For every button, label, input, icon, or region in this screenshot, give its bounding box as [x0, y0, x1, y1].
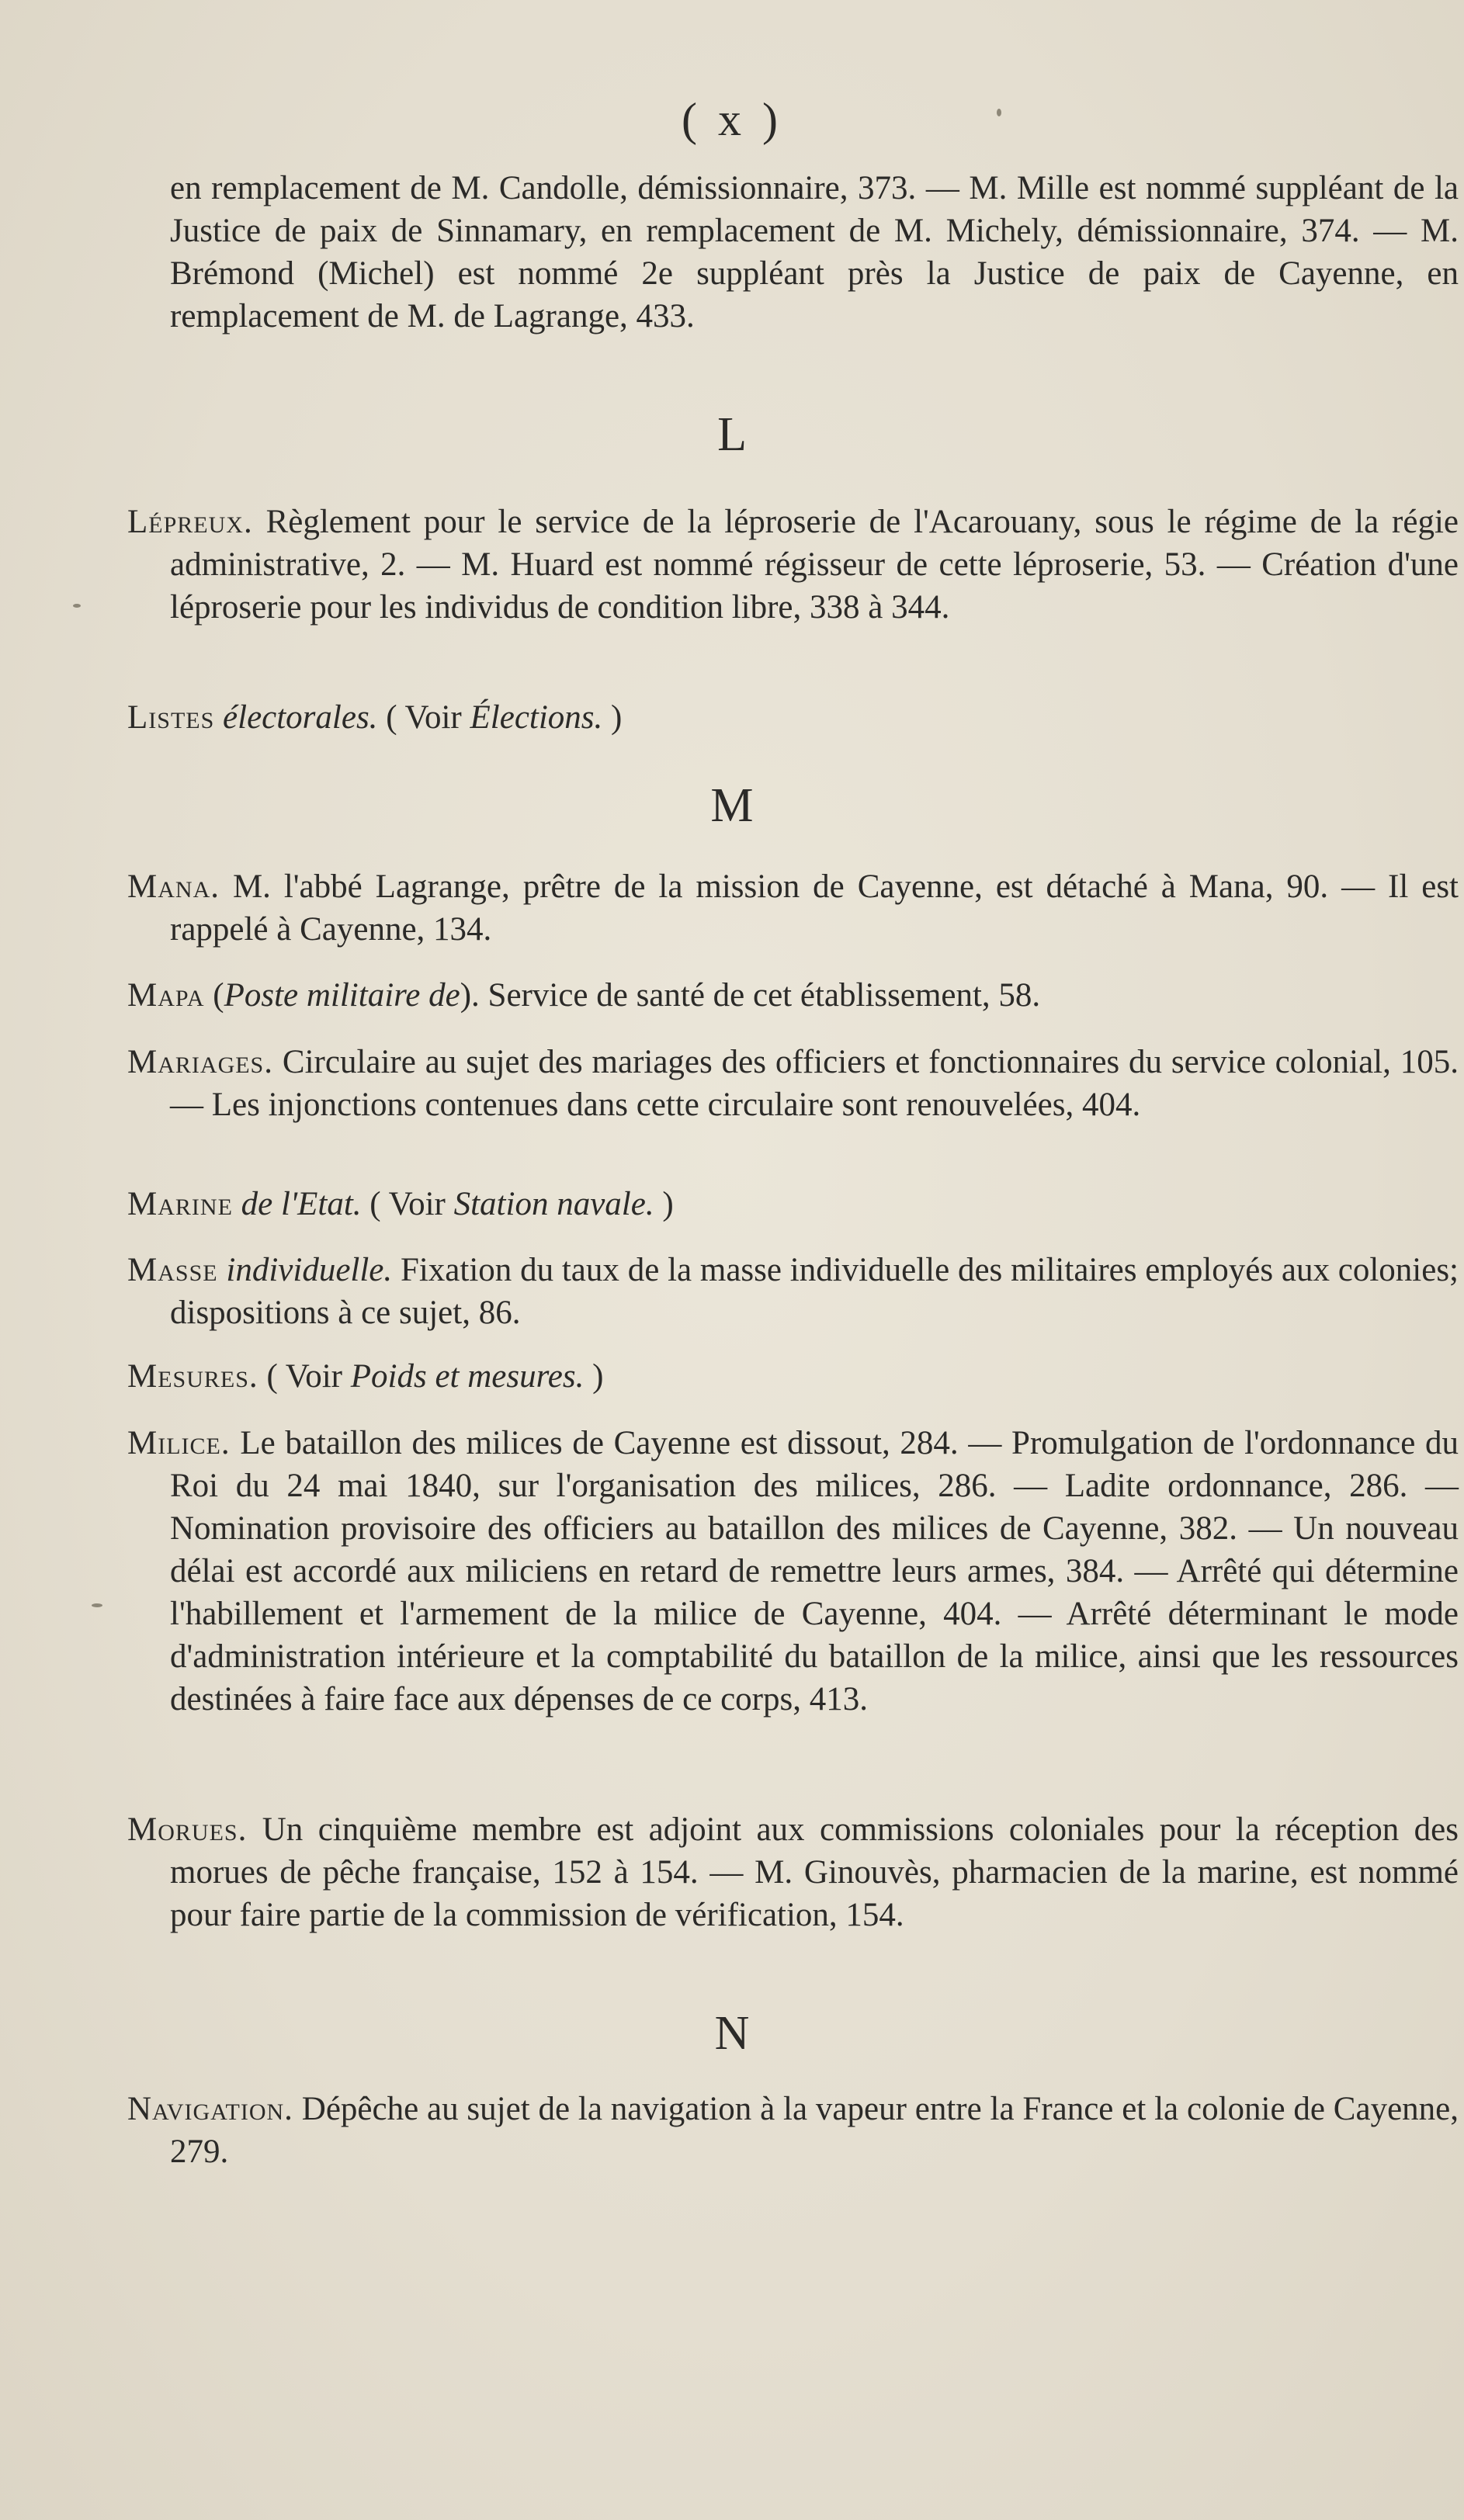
cross-ref-close: ): [592, 1358, 604, 1395]
cross-ref-open: ( Voir: [386, 699, 462, 736]
entry-heading: Lépreux.: [127, 504, 253, 540]
entry-milice: [127, 1422, 1459, 1721]
cross-ref-open: ( Voir: [266, 1358, 343, 1395]
section-letter-l: L: [717, 408, 747, 461]
entry-text: Circulaire au sujet des mariages des officiers et fonctionnaires du service colonial, 105. — Les injonctions contenues dans cette circulaire sont renouvelées, 404.: [170, 1044, 1459, 1123]
entry-text: Un cinquième membre est adjoint aux commissions coloniales pour la réception des morues de pêche française, 152 à 154. — M. Ginouvès, pharmacien de la marine, est nommé pour faire partie de la commission de vérification, 154.: [170, 1811, 1459, 1933]
entry-heading: Listes: [127, 699, 215, 736]
section-letter-n: N: [714, 2007, 750, 2060]
entry-text: Dépêche au sujet de la navigation à la vapeur entre la France et la colonie de Cayenne, 279.: [170, 2091, 1459, 2170]
entry-heading: Mesures.: [127, 1358, 258, 1395]
entry-heading: Navigation.: [127, 2091, 293, 2127]
entry-mariages: [127, 1041, 1459, 1126]
entry-lepreux: [127, 501, 1459, 629]
entry-heading: Mariages.: [127, 1044, 273, 1080]
entry-navigation: [127, 2088, 1459, 2173]
entry-text: Règlement pour le service de la léproserie de l'Acarouany, sous le régime de la régie administrative, 2. — M. Huard est nommé régisseur de cette léproserie, 53. — Création d'une léproserie pour les individus de condition libre, 338 à 344.: [170, 504, 1459, 626]
entry-heading: Milice.: [127, 1425, 231, 1461]
entry-text: Le bataillon des milices de Cayenne est dissout, 284. — Promulgation de l'ordonnance du Roi du 24 mai 1840, sur l'organisation des milices, 286. — Ladite ordonnance, 286. — Nomination provisoire des officiers au bataillon des milices de Cayenne, 382. — Un nouveau délai est accordé aux miliciens en retard de remettre leurs armes, 384. — Arrêté qui détermine l'habillement et l'armement de la milice de Cayenne, 404. — Arrêté déterminant le mode d'administration intérieure et la comptabilité du bataillon de la milice, ainsi que les ressources destinées à faire face aux dépenses de ce corps, 413.: [170, 1425, 1459, 1718]
entry-text: M. l'abbé Lagrange, prêtre de la mission de Cayenne, est détaché à Mana, 90. — Il est rappelé à Cayenne, 134.: [170, 868, 1459, 948]
cross-ref-close: ): [662, 1186, 674, 1222]
entry-heading: Mapa: [127, 977, 205, 1014]
entry-subheading: électorales.: [223, 699, 378, 736]
entry-mana: [127, 865, 1459, 951]
entry-heading: Morues.: [127, 1811, 248, 1848]
entry-heading: Masse: [127, 1252, 218, 1288]
ink-speck: [92, 1603, 102, 1607]
cross-ref-open: ( Voir: [369, 1186, 446, 1222]
ink-speck: [73, 604, 81, 608]
entry-text: Service de santé de cet établissement, 58.: [487, 977, 1041, 1014]
paren-open: (: [213, 977, 224, 1014]
page-number-header: ( x ): [682, 94, 782, 145]
cross-ref-close: ): [611, 699, 623, 736]
paren-close: ).: [460, 977, 480, 1014]
section-letter-m: M: [710, 779, 754, 832]
continuation-paragraph: en remplacement de M. Candolle, démissionnaire, 373. — M. Mille est nommé suppléant de la Justice de paix de Sinnamary, en remplacement de M. Michely, démissionnaire, 374. — M. Brémond (Michel) est nommé 2e suppléant près la Justice de paix de Cayenne, en remplacement de M. de Lagrange, 433.: [170, 170, 1459, 334]
entry-text: Fixation du taux de la masse individuelle des militaires employés aux colonies; dispositions à ce sujet, 86.: [170, 1252, 1459, 1331]
entry-marine: [127, 1183, 1459, 1225]
entry-mesures: [127, 1355, 1459, 1398]
entry-morues: [127, 1808, 1459, 1936]
cross-reference: Station navale.: [453, 1186, 654, 1222]
cross-reference: Poids et mesures.: [350, 1358, 585, 1395]
entry-masse: [127, 1249, 1459, 1334]
entry-listes: [127, 696, 1459, 739]
entry-subheading: Poste militaire de: [224, 977, 460, 1014]
entry-heading: Marine: [127, 1186, 233, 1222]
entry-subheading: de l'Etat.: [241, 1186, 362, 1222]
entry-subheading: individuelle.: [226, 1252, 393, 1288]
entry-mapa: [127, 974, 1459, 1017]
cross-reference: Élections.: [470, 699, 603, 736]
entry-heading: Mana.: [127, 868, 220, 905]
